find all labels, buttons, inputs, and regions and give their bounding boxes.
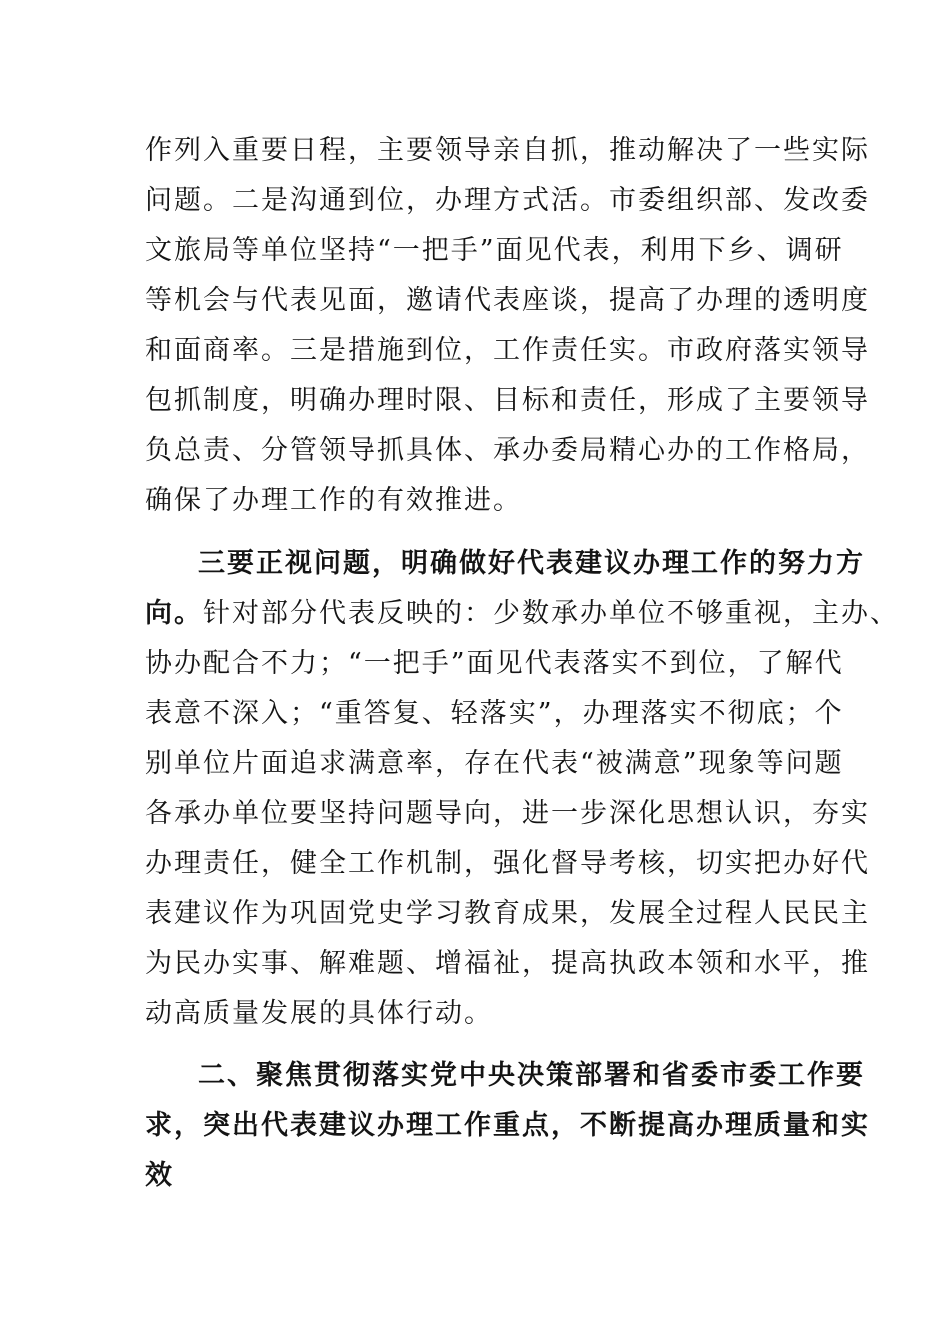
section-heading-line: 效 <box>145 1160 174 1191</box>
paragraph-line-mixed <box>145 597 899 631</box>
paragraph-line: 负总责、分管领导抓具体、承办委局精心办的工作格局， <box>145 435 870 466</box>
paragraph-line: 各承办单位要坚持问题导向，进一步深化思想认识，夯实 <box>145 798 870 829</box>
paragraph-line: 和面商率。三是措施到位，工作责任实。市政府落实领导 <box>145 335 870 366</box>
paragraph-line: 问题。二是沟通到位，办理方式活。市委组织部、发改委 <box>145 185 870 216</box>
paragraph-heading-end: 向。 <box>145 598 203 629</box>
paragraph-line: 包抓制度，明确办理时限、目标和责任，形成了主要领导 <box>145 385 870 416</box>
paragraph-line: 表意不深入；“重答复、轻落实”，办理落实不彻底；个 <box>145 698 844 729</box>
paragraph-line: 文旅局等单位坚持“一把手”面见代表，利用下乡、调研 <box>145 235 844 266</box>
section-heading-line: 二、聚焦贯彻落实党中央决策部署和省委市委工作要 <box>198 1060 865 1091</box>
paragraph-line: 动高质量发展的具体行动。 <box>145 998 493 1029</box>
paragraph-line: 办理责任，健全工作机制，强化督导考核，切实把办好代 <box>145 848 870 879</box>
paragraph-line: 协办配合不力；“一把手”面见代表落实不到位，了解代 <box>145 648 844 679</box>
paragraph-line: 为民办实事、解难题、增福祉，提高执政本领和水平，推 <box>145 948 870 979</box>
paragraph-line: 等机会与代表见面，邀请代表座谈，提高了办理的透明度 <box>145 285 870 316</box>
paragraph-line: 作列入重要日程，主要领导亲自抓，推动解决了一些实际 <box>145 135 870 166</box>
section-heading-line: 求，突出代表建议办理工作重点，不断提高办理质量和实 <box>145 1110 870 1141</box>
paragraph-heading: 三要正视问题，明确做好代表建议办理工作的努力方 <box>198 548 865 579</box>
paragraph-line: 表建议作为巩固党史学习教育成果，发展全过程人民民主 <box>145 898 870 929</box>
paragraph-line: 确保了办理工作的有效推进。 <box>145 485 522 516</box>
paragraph-line: 别单位片面追求满意率，存在代表“被满意”现象等问题 <box>145 748 844 779</box>
paragraph-line-text: 针对部分代表反映的：少数承办单位不够重视，主办、 <box>203 598 899 629</box>
